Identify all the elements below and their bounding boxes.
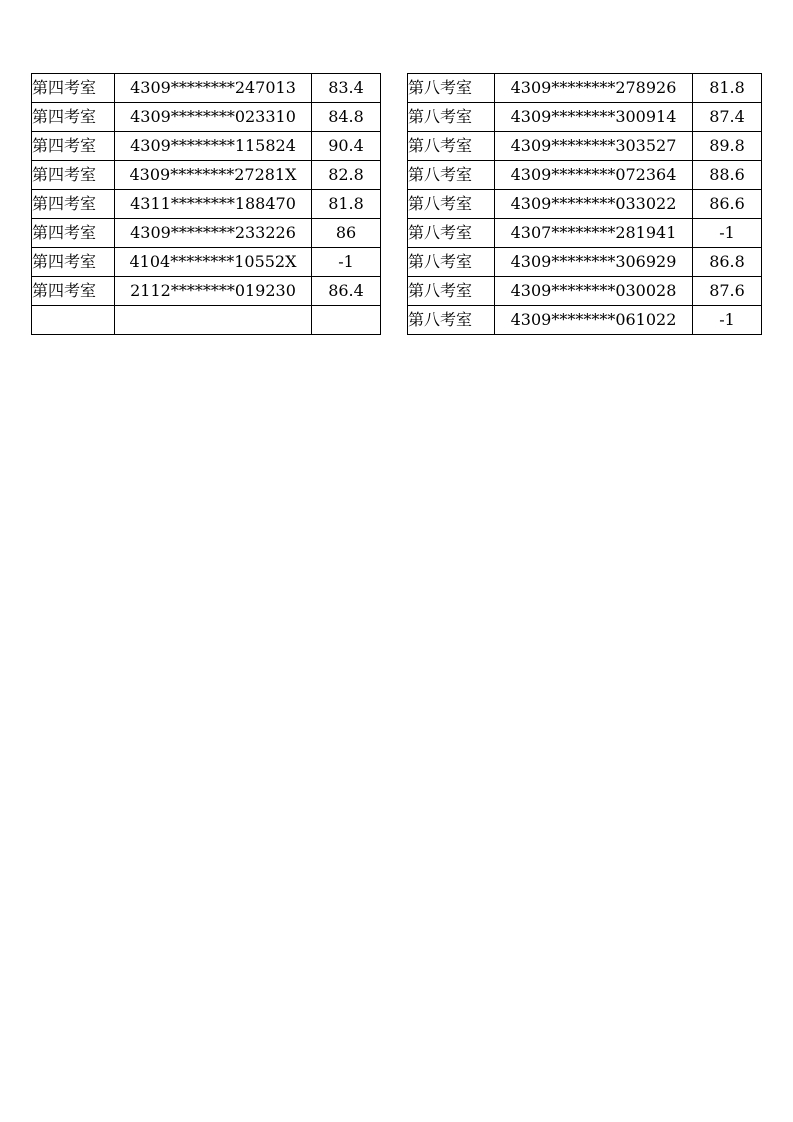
score-cell: 86.6 — [693, 190, 762, 219]
score-cell — [312, 306, 381, 335]
right-score-table — [407, 73, 762, 335]
id-number-cell: 4309********030028 — [495, 277, 693, 306]
room-cell: 第八考室 — [408, 132, 495, 161]
table-row — [32, 74, 381, 103]
id-number-cell: 4309********115824 — [115, 132, 312, 161]
room-cell: 第八考室 — [408, 277, 495, 306]
score-cell: 83.4 — [312, 74, 381, 103]
table-row — [32, 248, 381, 277]
table-row — [32, 219, 381, 248]
room-cell: 第八考室 — [408, 103, 495, 132]
score-cell: 86.4 — [312, 277, 381, 306]
room-cell: 第八考室 — [408, 248, 495, 277]
id-number-cell: 4309********072364 — [495, 161, 693, 190]
table-row — [408, 306, 762, 335]
room-cell: 第四考室 — [32, 277, 115, 306]
score-cell: 88.6 — [693, 161, 762, 190]
score-cell: 90.4 — [312, 132, 381, 161]
id-number-cell: 4309********300914 — [495, 103, 693, 132]
table-row — [408, 161, 762, 190]
table-row — [32, 103, 381, 132]
id-number-cell: 4309********023310 — [115, 103, 312, 132]
score-cell: 86 — [312, 219, 381, 248]
table-row — [32, 161, 381, 190]
score-cell: 81.8 — [693, 74, 762, 103]
id-number-cell: 4309********233226 — [115, 219, 312, 248]
table-row-empty — [32, 306, 381, 335]
score-cell: 87.4 — [693, 103, 762, 132]
score-cell: 89.8 — [693, 132, 762, 161]
room-cell: 第四考室 — [32, 161, 115, 190]
score-cell: 84.8 — [312, 103, 381, 132]
score-cell: 82.8 — [312, 161, 381, 190]
id-number-cell: 4311********188470 — [115, 190, 312, 219]
room-cell: 第八考室 — [408, 219, 495, 248]
left-score-table — [31, 73, 381, 335]
score-cell: 87.6 — [693, 277, 762, 306]
score-cell: -1 — [312, 248, 381, 277]
table-row — [408, 103, 762, 132]
id-number-cell: 2112********019230 — [115, 277, 312, 306]
id-number-cell: 4309********033022 — [495, 190, 693, 219]
table-row — [32, 277, 381, 306]
id-number-cell: 4309********27281X — [115, 161, 312, 190]
room-cell: 第四考室 — [32, 219, 115, 248]
room-cell: 第四考室 — [32, 103, 115, 132]
id-number-cell: 4309********278926 — [495, 74, 693, 103]
id-number-cell: 4309********247013 — [115, 74, 312, 103]
id-number-cell — [115, 306, 312, 335]
room-cell: 第四考室 — [32, 74, 115, 103]
table-row — [408, 219, 762, 248]
table-row — [408, 74, 762, 103]
room-cell: 第八考室 — [408, 161, 495, 190]
table-row — [408, 190, 762, 219]
score-cell: -1 — [693, 219, 762, 248]
id-number-cell: 4309********061022 — [495, 306, 693, 335]
id-number-cell: 4307********281941 — [495, 219, 693, 248]
score-cell: 81.8 — [312, 190, 381, 219]
room-cell: 第四考室 — [32, 248, 115, 277]
id-number-cell: 4309********303527 — [495, 132, 693, 161]
table-row — [408, 248, 762, 277]
id-number-cell: 4309********306929 — [495, 248, 693, 277]
room-cell: 第八考室 — [408, 74, 495, 103]
table-row — [32, 190, 381, 219]
room-cell: 第八考室 — [408, 306, 495, 335]
table-row — [408, 132, 762, 161]
id-number-cell: 4104********10552X — [115, 248, 312, 277]
score-cell: 86.8 — [693, 248, 762, 277]
room-cell: 第四考室 — [32, 132, 115, 161]
table-row — [32, 132, 381, 161]
table-row — [408, 277, 762, 306]
room-cell — [32, 306, 115, 335]
room-cell: 第四考室 — [32, 190, 115, 219]
score-cell: -1 — [693, 306, 762, 335]
room-cell: 第八考室 — [408, 190, 495, 219]
